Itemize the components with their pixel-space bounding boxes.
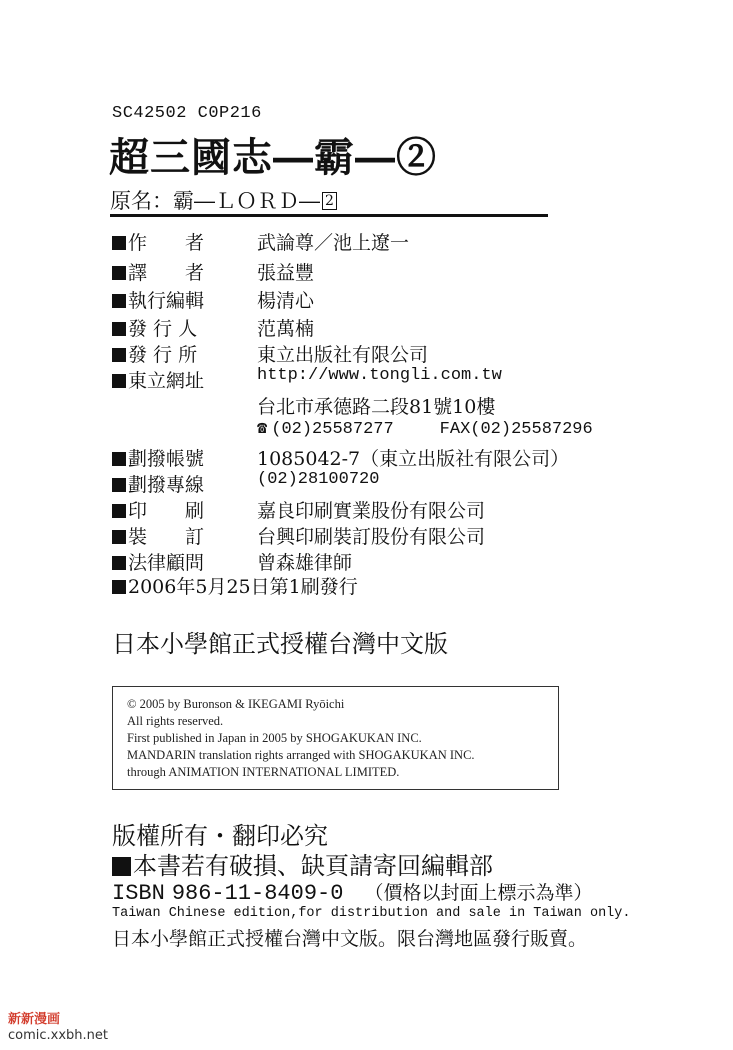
credit-label: 作 者 bbox=[128, 232, 205, 254]
credit-value: 范萬楠 bbox=[257, 318, 315, 340]
bullet-square-icon bbox=[112, 294, 126, 308]
bullet-square-icon bbox=[112, 580, 126, 594]
credit-value: 楊清心 bbox=[257, 290, 315, 312]
credit-label: 劃撥專線 bbox=[128, 474, 205, 496]
authorization-notice: 日本小學館正式授權台灣中文版 bbox=[112, 630, 448, 658]
damaged-notice bbox=[112, 846, 493, 881]
price-note: （價格以封面上標示為準） bbox=[364, 882, 593, 904]
original-title-text: 原名：霸―ＬＯＲＤ― bbox=[110, 189, 320, 213]
credit-label: 劃撥帳號 bbox=[128, 448, 205, 470]
credit-value: 嘉良印刷實業股份有限公司 bbox=[257, 500, 486, 522]
bullet-square-icon bbox=[112, 236, 126, 250]
credit-label: 發 行 所 bbox=[128, 344, 198, 366]
copyright-line: First published in Japan in 2005 by SHOGAKUKAN INC. bbox=[127, 731, 422, 745]
copyright-line: through ANIMATION INTERNATIONAL LIMITED. bbox=[127, 765, 400, 779]
distribution-note-en: Taiwan Chinese edition,for distribution and sale in Taiwan only. bbox=[112, 906, 631, 921]
credit-label: 印 刷 bbox=[128, 500, 205, 522]
copyright-line: All rights reserved. bbox=[127, 714, 224, 728]
watermark-brand: 新新漫画 bbox=[8, 1012, 61, 1027]
bullet-square-icon bbox=[112, 556, 126, 570]
copyright-line: © 2005 by Buronson & IKEGAMI Ryōichi bbox=[127, 697, 345, 711]
serial-code: SC42502 C0P216 bbox=[112, 104, 262, 123]
original-title bbox=[110, 185, 337, 215]
credit-label: 東立網址 bbox=[128, 370, 205, 392]
fax-number: FAX(02)25587296 bbox=[439, 420, 593, 439]
site-watermark bbox=[8, 1012, 108, 1044]
credit-value: 1085042-7（東立出版社有限公司） bbox=[257, 448, 570, 470]
bullet-square-icon bbox=[112, 348, 126, 362]
rights-reserved: 版權所有・翻印必究 bbox=[112, 822, 328, 850]
credit-value: 東立出版社有限公司 bbox=[257, 344, 429, 366]
bullet-square-icon bbox=[112, 322, 126, 336]
damaged-notice-text: 本書若有破損、缺頁請寄回編輯部 bbox=[133, 852, 493, 880]
address: 台北市承德路二段81號10樓 bbox=[257, 396, 496, 418]
book-title: 超三國志―霸―② bbox=[109, 134, 437, 181]
credit-value: 武論尊／池上遼一 bbox=[257, 232, 410, 254]
bullet-square-icon bbox=[112, 452, 126, 466]
bullet-square-icon bbox=[112, 266, 126, 280]
copyright-line: MANDARIN translation rights arranged with SHOGAKUKAN INC. bbox=[127, 748, 475, 762]
credit-value: 張益豐 bbox=[257, 262, 315, 284]
phone-number: (02)25587277 bbox=[271, 420, 394, 439]
first-edition-date: 2006年5月25日第1刷發行 bbox=[128, 576, 358, 598]
credit-label: 譯 者 bbox=[128, 262, 205, 284]
original-title-volume: 2 bbox=[322, 192, 337, 210]
credit-label: 裝 訂 bbox=[128, 526, 205, 548]
bullet-square-icon bbox=[112, 857, 131, 876]
bullet-square-icon bbox=[112, 504, 126, 518]
credit-label: 發 行 人 bbox=[128, 318, 198, 340]
isbn-number: 986-11-8409-0 bbox=[171, 881, 344, 906]
bullet-square-icon bbox=[112, 374, 126, 388]
credit-value: (02)28100720 bbox=[257, 470, 380, 489]
copyright-box bbox=[112, 686, 559, 790]
watermark-url: comic.xxbh.net bbox=[8, 1028, 109, 1043]
credit-value: 曾森雄律師 bbox=[257, 552, 353, 574]
title-divider bbox=[110, 214, 548, 217]
credit-label: 法律顧問 bbox=[128, 552, 205, 574]
first-edition bbox=[112, 572, 358, 599]
isbn-prefix: ISBN bbox=[112, 881, 165, 906]
credit-label: 執行編輯 bbox=[128, 290, 205, 312]
telephone-icon: ☎ bbox=[257, 420, 268, 439]
website-url: http://www.tongli.com.tw bbox=[257, 366, 502, 385]
credit-value: 台興印刷裝訂股份有限公司 bbox=[257, 526, 486, 548]
bullet-square-icon bbox=[112, 478, 126, 492]
isbn-line bbox=[112, 878, 592, 906]
distribution-note-zh: 日本小學館正式授權台灣中文版。限台灣地區發行販賣。 bbox=[112, 928, 588, 950]
bullet-square-icon bbox=[112, 530, 126, 544]
